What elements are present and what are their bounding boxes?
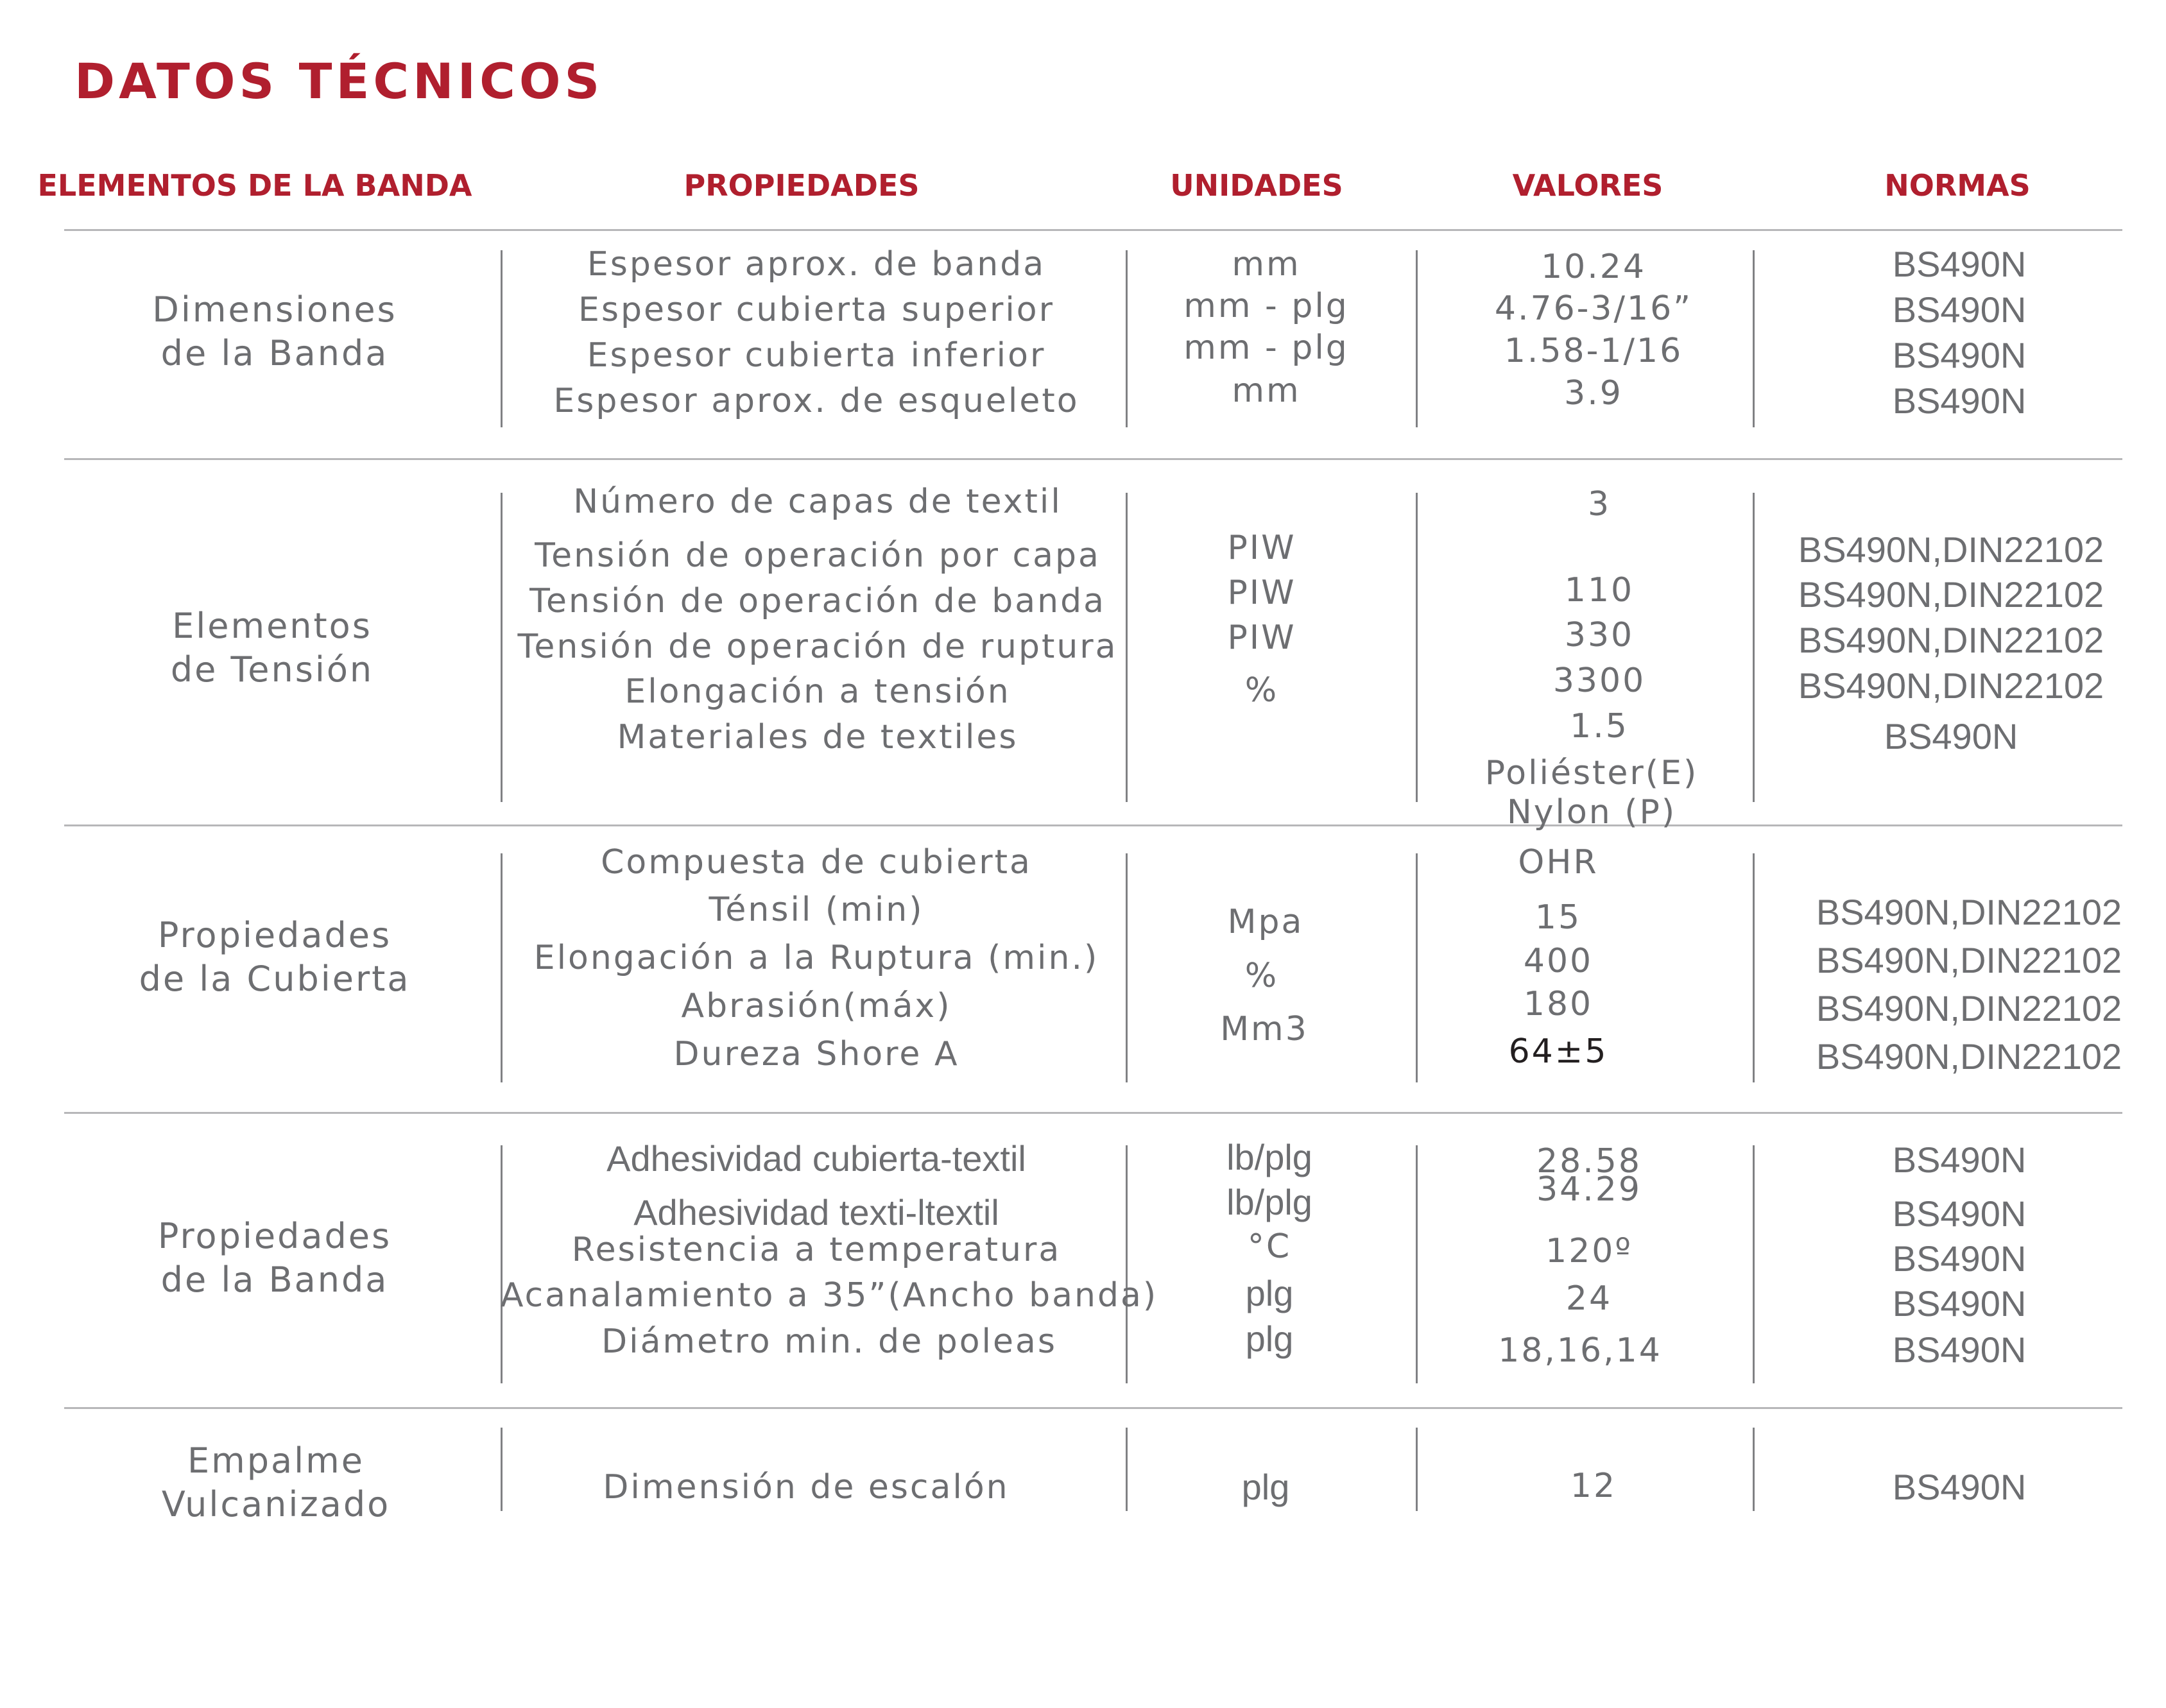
- column-divider: [501, 853, 503, 1082]
- property-label: Ténsil (min): [709, 891, 924, 929]
- column-divider: [1126, 853, 1128, 1082]
- unit-value: %: [1244, 671, 1279, 710]
- value: 4.76-3/16”: [1494, 289, 1693, 328]
- unit-value: mm - plg: [1183, 329, 1349, 367]
- property-label: Diámetro min. de poleas: [601, 1322, 1057, 1361]
- value: 24: [1565, 1279, 1613, 1318]
- unit-value: plg: [1241, 1467, 1290, 1507]
- column-divider: [1126, 250, 1128, 427]
- standard: BS490N,DIN22102: [1798, 529, 2104, 570]
- property-label: Elongación a la Ruptura (min.): [533, 939, 1099, 977]
- column-divider: [1753, 1145, 1755, 1383]
- standard: BS490N,DIN22102: [1816, 988, 2122, 1029]
- standard: BS490N: [1892, 335, 2027, 375]
- column-divider: [501, 493, 503, 802]
- column-divider: [1416, 853, 1418, 1082]
- value: 34.29: [1536, 1170, 1642, 1209]
- unit-value: mm - plg: [1183, 287, 1349, 325]
- divider-3: [64, 1112, 2122, 1114]
- standard: BS490N: [1892, 1329, 2027, 1370]
- property-label: Elongación a tensión: [624, 672, 1011, 711]
- unit-value: PIW: [1227, 574, 1296, 612]
- column-divider: [1753, 493, 1755, 802]
- property-label: Compuesta de cubierta: [601, 843, 1032, 882]
- value: 330: [1564, 616, 1635, 654]
- column-divider: [501, 250, 503, 427]
- unit-value: lb/plg: [1226, 1182, 1312, 1222]
- value: Poliéster(E): [1484, 754, 1699, 792]
- standard: BS490N,DIN22102: [1798, 620, 2104, 660]
- property-label: Adhesividad texti-ltextil: [633, 1192, 999, 1233]
- value: 64±5: [1508, 1032, 1608, 1071]
- column-divider: [1126, 1428, 1128, 1511]
- group-label: Dimensiones de la Banda: [152, 289, 397, 373]
- column-divider: [1416, 1145, 1418, 1383]
- property-label: Tensión de operación de ruptura: [517, 628, 1118, 666]
- standard: BS490N: [1884, 716, 2018, 756]
- standard: BS490N: [1892, 1193, 2027, 1234]
- column-divider: [1753, 250, 1755, 427]
- value: OHR: [1518, 843, 1599, 882]
- unit-value: %: [1244, 957, 1279, 995]
- header-unidades: UNIDADES: [1170, 168, 1343, 203]
- standard: BS490N: [1892, 1283, 2027, 1324]
- group-label: Propiedades de la Banda: [157, 1216, 392, 1300]
- group-label: Elementos de Tensión: [170, 606, 374, 690]
- value: 18,16,14: [1498, 1331, 1662, 1370]
- value: 10.24: [1541, 248, 1646, 286]
- unit-value: PIW: [1227, 619, 1296, 657]
- property-label: Materiales de textiles: [617, 718, 1019, 756]
- property-label: Resistencia a temperatura: [571, 1231, 1062, 1269]
- page-title: DATOS TÉCNICOS: [74, 53, 604, 110]
- column-divider: [1416, 250, 1418, 427]
- value: 28.58: [1536, 1142, 1642, 1181]
- divider-1: [64, 458, 2122, 460]
- standard: BS490N,DIN22102: [1798, 574, 2104, 615]
- property-label: Espesor aprox. de esqueleto: [553, 382, 1079, 420]
- standard: BS490N: [1892, 1467, 2027, 1507]
- property-label: Adhesividad cubierta-textil: [606, 1138, 1026, 1179]
- column-divider: [1416, 493, 1418, 802]
- column-divider: [501, 1428, 503, 1511]
- column-divider: [1753, 853, 1755, 1082]
- header-normas: NORMAS: [1884, 168, 2031, 203]
- value: 1.5: [1570, 707, 1629, 746]
- header-propiedades: PROPIEDADES: [683, 168, 920, 203]
- property-label: Dimensión de escalón: [603, 1468, 1010, 1507]
- standard: BS490N: [1892, 1238, 2027, 1279]
- value: 3300: [1552, 662, 1646, 700]
- unit-value: °C: [1247, 1227, 1292, 1266]
- group-label: Propiedades de la Cubierta: [139, 915, 411, 999]
- value: 15: [1534, 898, 1582, 937]
- value: 400: [1523, 942, 1594, 980]
- column-divider: [501, 1145, 503, 1383]
- value: 110: [1564, 571, 1635, 610]
- value: Nylon (P): [1506, 793, 1677, 832]
- property-label: Acanalamiento a 35”(Ancho banda): [500, 1276, 1158, 1315]
- unit-value: Mm3: [1220, 1010, 1309, 1048]
- unit-value: Mpa: [1227, 903, 1304, 941]
- property-label: Espesor aprox. de banda: [587, 245, 1046, 284]
- divider-header: [64, 229, 2122, 231]
- value: 180: [1523, 985, 1594, 1023]
- unit-value: plg: [1245, 1273, 1294, 1313]
- standard: BS490N: [1892, 289, 2027, 330]
- divider-2: [64, 824, 2122, 826]
- value: 120º: [1545, 1232, 1633, 1270]
- column-divider: [1126, 493, 1128, 802]
- standard: BS490N: [1892, 380, 2027, 421]
- property-label: Tensión de operación de banda: [529, 582, 1106, 620]
- property-label: Abrasión(máx): [681, 987, 952, 1025]
- unit-value: mm: [1232, 245, 1301, 284]
- unit-value: mm: [1232, 371, 1301, 410]
- column-divider: [1753, 1428, 1755, 1511]
- property-label: Dureza Shore A: [673, 1035, 959, 1073]
- value: 3.9: [1564, 374, 1623, 413]
- property-label: Espesor cubierta superior: [578, 291, 1054, 329]
- value: 12: [1570, 1467, 1617, 1505]
- property-label: Tensión de operación por capa: [535, 536, 1101, 575]
- header-elementos: ELEMENTOS DE LA BANDA: [37, 168, 472, 203]
- standard: BS490N,DIN22102: [1816, 1036, 2122, 1077]
- group-label: Empalme Vulcanizado: [161, 1440, 391, 1524]
- standard: BS490N,DIN22102: [1816, 940, 2122, 980]
- standard: BS490N: [1892, 1140, 2027, 1180]
- column-divider: [1126, 1145, 1128, 1383]
- divider-4: [64, 1407, 2122, 1409]
- property-label: Número de capas de textil: [573, 483, 1062, 521]
- unit-value: PIW: [1227, 529, 1296, 567]
- property-label: Espesor cubierta inferior: [587, 336, 1046, 375]
- standard: BS490N: [1892, 244, 2027, 284]
- column-divider: [1416, 1428, 1418, 1511]
- value: 1.58-1/16: [1504, 332, 1683, 370]
- header-valores: VALORES: [1512, 168, 1663, 203]
- unit-value: lb/plg: [1226, 1137, 1312, 1177]
- standard: BS490N,DIN22102: [1798, 665, 2104, 706]
- value: 3: [1587, 485, 1612, 524]
- unit-value: plg: [1245, 1319, 1294, 1359]
- standard: BS490N,DIN22102: [1816, 892, 2122, 932]
